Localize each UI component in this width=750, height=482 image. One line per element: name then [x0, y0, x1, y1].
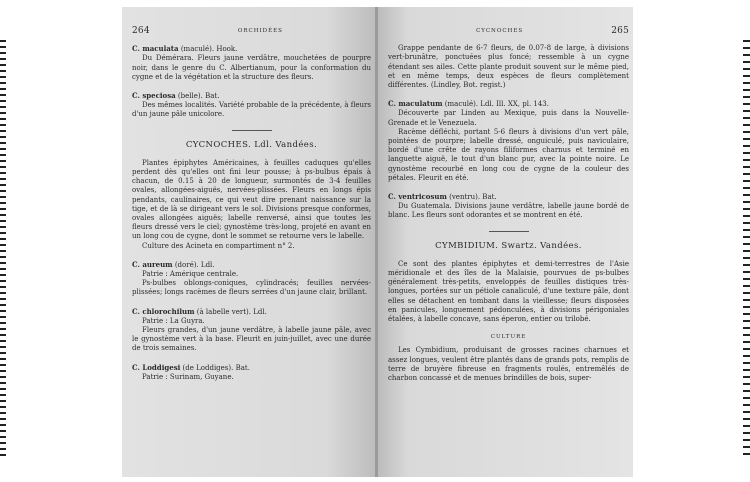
entry-text: Ps-bulbes oblongs-coniques, cylindracés; feuilles nervées-plissées; longs racèmes de fleurs serrées d'un jaune clair, brillant. — [132, 279, 371, 297]
page-number: 265 — [611, 26, 629, 36]
entry-heading: C. Loddigesi (de Loddiges). Bat. — [132, 362, 250, 372]
right-page — [378, 7, 633, 477]
entry-text: Des mêmes localités. Variété probable de la précédente, à fleurs d'un jaune pâle unicolore. — [132, 101, 371, 119]
section-rule — [232, 130, 272, 131]
genus-heading: CYCNOCHES. Ldl. Vandées. — [185, 139, 318, 150]
entry-patrie: Patrie : La Guyra. — [142, 316, 205, 325]
entry-text: Du Guatemala. Divisions jaune verdâtre, labelle jaune bordé de blanc. Les fleurs sont odorantes et se montrent en été. — [388, 202, 629, 220]
right-running-head — [388, 27, 629, 36]
running-title: CYCNOCHES — [476, 28, 524, 34]
genus-heading: CYMBIDIUM. Swartz. Vandées. — [435, 240, 582, 251]
entry-text: Du Démérara. Fleurs jaune verdâtre, mouchetées de pourpre noir, dans le genre du C. Albertianum, pour la conformation du cygne et de la végétation et la structure des fleurs. — [132, 54, 371, 81]
left-page — [122, 7, 377, 477]
entry-text: Découverte par Linden au Mexique, puis dans la Nouvelle-Grenade et le Venezuela. — [388, 109, 629, 127]
entry-text: Fleurs grandes, d'un jaune verdâtre, à labelle jaune pâle, avec le gynostème vert à la base. Fleurit en juin-juillet, avec une durée de trois semaines. — [132, 326, 371, 353]
culture-note: Culture des Acineta en compartiment n° 2. — [142, 241, 295, 250]
entry-patrie: Patrie : Surinam, Guyane. — [142, 372, 234, 381]
running-title: ORCHIDÉES — [237, 28, 283, 34]
right-binding-marks — [743, 40, 750, 460]
section-rule — [489, 231, 529, 232]
left-binding-marks — [0, 40, 6, 460]
entry-text: Racème défléchi, portant 5-6 fleurs à divisions d'un vert pâle, pointées de pourpre; labelle dressé, onguiculé, puis naviculaire, bordé d'une crête de rayons filiformes charnus et terminé en languette aiguë, le tout d'un blanc pur, avec la pointe noire. Le gynostème recourbé en long cou de cygne de la couleur des pétales. Fleurit en été. — [388, 127, 629, 182]
entry-text: Grappe pendante de 6-7 fleurs, de 0.07-8 de large, à divisions vert-brunâtre, ponctuées plus foncé; ressemble à un cygne étendant ses ailes. Cette plante produit souvent sur le même pied, et en même temps, deux espèces de fleurs complètement différentes. (Lindley, Bot. regist.) — [388, 44, 629, 90]
book-scan — [122, 7, 633, 477]
left-running-head — [132, 27, 371, 36]
entry-heading: C. speciosa (belle). Bat. — [132, 91, 220, 101]
genus-description: Ce sont des plantes épiphytes et demi-terrestres de l'Asie méridionale et des îles de la Malaisie, pourvues de ps-bulbes généralement très-petits, enveloppés de feuilles distiques très-longues, portées sur un pétiole canaliculé, d'une texture pâle, dont elles se détachent en tombant dans la vieillesse; fleurs disposées en panicules, longuement pédonculées, à divisions périgoniales étalées, à labelle concave, sans éperon, entier ou trilobé. — [388, 259, 629, 324]
entry-heading: C. aureum (doré). Ldl. — [132, 259, 215, 269]
culture-text: Les Cymbidium, produisant de grosses racines charnues et assez longues, veulent être plantés dans de grands pots, remplis de terre de bruyère fibreuse en fragments roulés, entremêlés de charbon concassé et de menues brindilles de bois, super- — [388, 346, 629, 383]
entry-patrie: Patrie : Amérique centrale. — [142, 270, 239, 279]
genus-description: Plantes épiphytes Américaines, à feuilles caduques qu'elles perdent dès qu'elles ont fini leur pousse; à ps-bulbus épais à chacun, de 0.15 à 20 de longueur, surmontés de 3-4 feuilles ovales, allongées-aiguës, nervées-plissées. Fleurs en longs épis pendants, caulinaires, ce qui veut dire prenant naissance sur la tige, et de là se dirigeant vers le sol. Divisions presque conformes, ovales allongées aiguës; labelle renversé, ainsi que toutes les fleurs dressé vers le ciel; gynostème très-long, projeté en avant en un long cou de cygne, dont le sommet se retourne vers le labelle. — [132, 158, 371, 241]
page-number: 264 — [132, 26, 150, 36]
entry-heading: C. ventricosum (ventru). Bat. — [388, 192, 497, 202]
entry-heading: C. maculatum (maculé). Ldl. Ill. XX, pl. 143. — [388, 99, 549, 109]
entry-heading: C. chlorochilum (à labelle vert). Ldl. — [132, 306, 267, 316]
entry-heading: C. maculata (maculé). Hook. — [132, 44, 238, 54]
culture-heading: CULTURE — [490, 334, 527, 341]
